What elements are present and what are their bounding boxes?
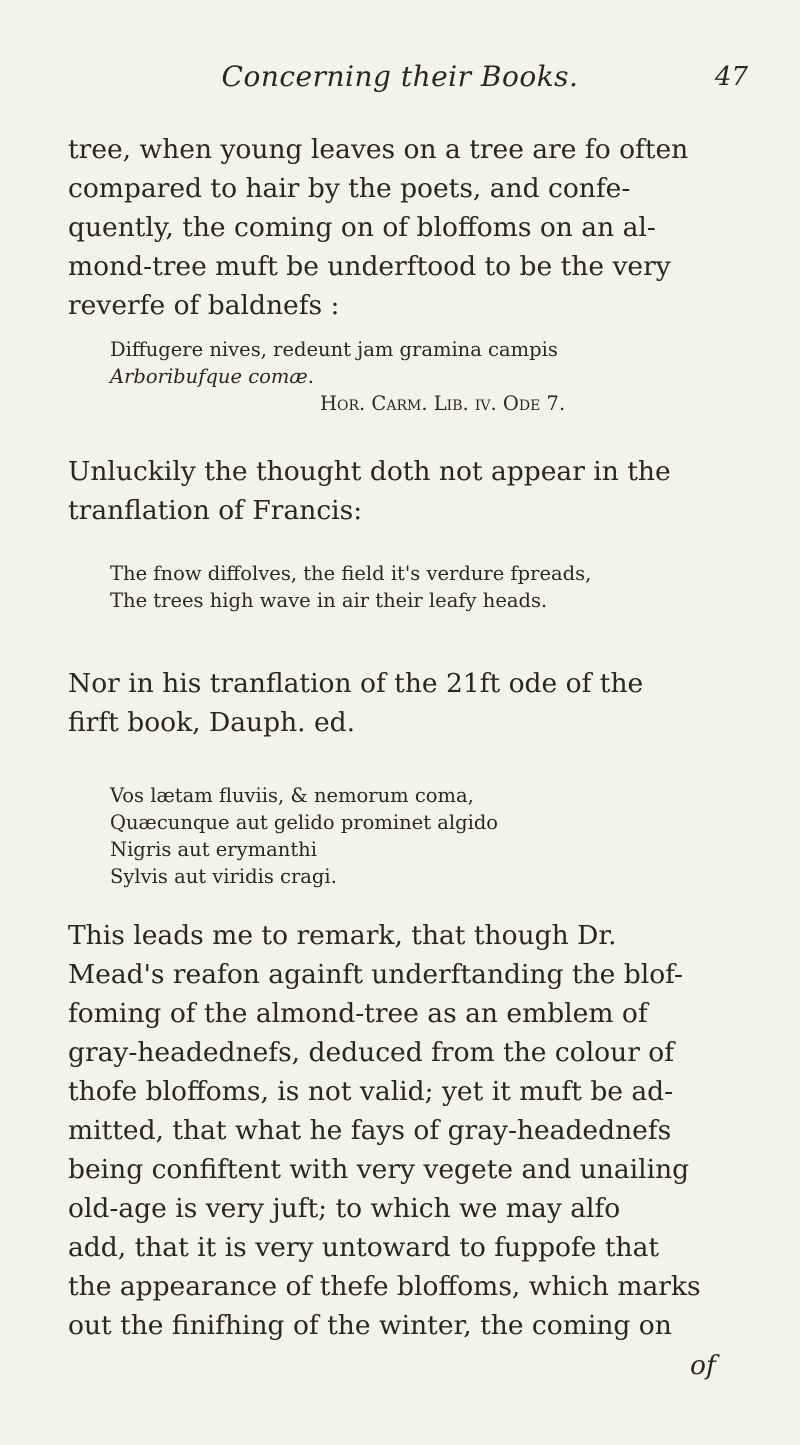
latin-quotation-1 (110, 336, 800, 417)
page-header (0, 60, 800, 100)
text-line: quently, the coming on of bloffoms on an al- (68, 212, 656, 243)
verse-line: The fnow diffolves, the field it's verdure fpreads, (110, 562, 592, 585)
page-number: 47 (714, 62, 748, 92)
text-line: thofe bloffoms, is not valid; yet it muft be ad- (68, 1076, 674, 1107)
text-line: the appearance of thefe bloffoms, which marks (68, 1271, 701, 1302)
verse-line: Diffugere nives, redeunt jam gramina campis (110, 338, 558, 361)
text-line: out the finifhing of the winter, the coming on (68, 1310, 672, 1341)
verse-line: Vos lætam fluviis, & nemorum coma, (110, 784, 474, 807)
latin-quotation-2 (110, 782, 800, 890)
verse-line: Quæcunque aut gelido prominet algido (110, 811, 499, 834)
paragraph-4 (68, 916, 758, 1345)
text-line: This leads me to remark, that though Dr. (68, 920, 617, 951)
text-line: tranflation of Francis: (68, 495, 363, 526)
text-line: Unluckily the thought doth not appear in the (68, 456, 671, 487)
text-line: Nor in his tranflation of the 21ft ode of the (68, 668, 644, 699)
paragraph-1 (68, 130, 758, 325)
citation: Hor. Carm. Lib. iv. Ode 7. (320, 392, 566, 415)
verse-line: Nigris aut erymanthi (110, 838, 317, 861)
text-line: gray-headednefs, deduced from the colour of (68, 1037, 675, 1068)
verse-line: Arboribufque comæ. (110, 365, 314, 388)
text-line: add, that it is very untoward to fuppofe that (68, 1232, 660, 1263)
paragraph-3 (68, 664, 758, 742)
text-line: tree, when young leaves on a tree are fo often (68, 134, 689, 165)
catchword: of (690, 1350, 716, 1381)
text-line: reverfe of baldnefs : (68, 290, 340, 321)
text-line: mitted, that what he fays of gray-headednefs (68, 1115, 672, 1146)
text-line: being confiftent with very vegete and unailing (68, 1154, 690, 1185)
verse-line: The trees high wave in air their leafy heads. (110, 589, 548, 612)
catchword-block (690, 1346, 750, 1385)
english-quotation (110, 560, 800, 614)
text-line: Mead's reafon againft underftanding the blof- (68, 959, 683, 990)
verse-line: Sylvis aut viridis cragi. (110, 865, 337, 888)
paragraph-2 (68, 452, 758, 530)
text-line: mond-tree muft be underftood to be the very (68, 251, 671, 282)
text-line: foming of the almond-tree as an emblem of (68, 998, 648, 1029)
text-line: old-age is very juft; to which we may alfo (68, 1193, 621, 1224)
text-line: compared to hair by the poets, and confe- (68, 173, 631, 204)
text-line: firft book, Dauph. ed. (68, 707, 356, 738)
running-head: Concerning their Books. (221, 60, 579, 93)
